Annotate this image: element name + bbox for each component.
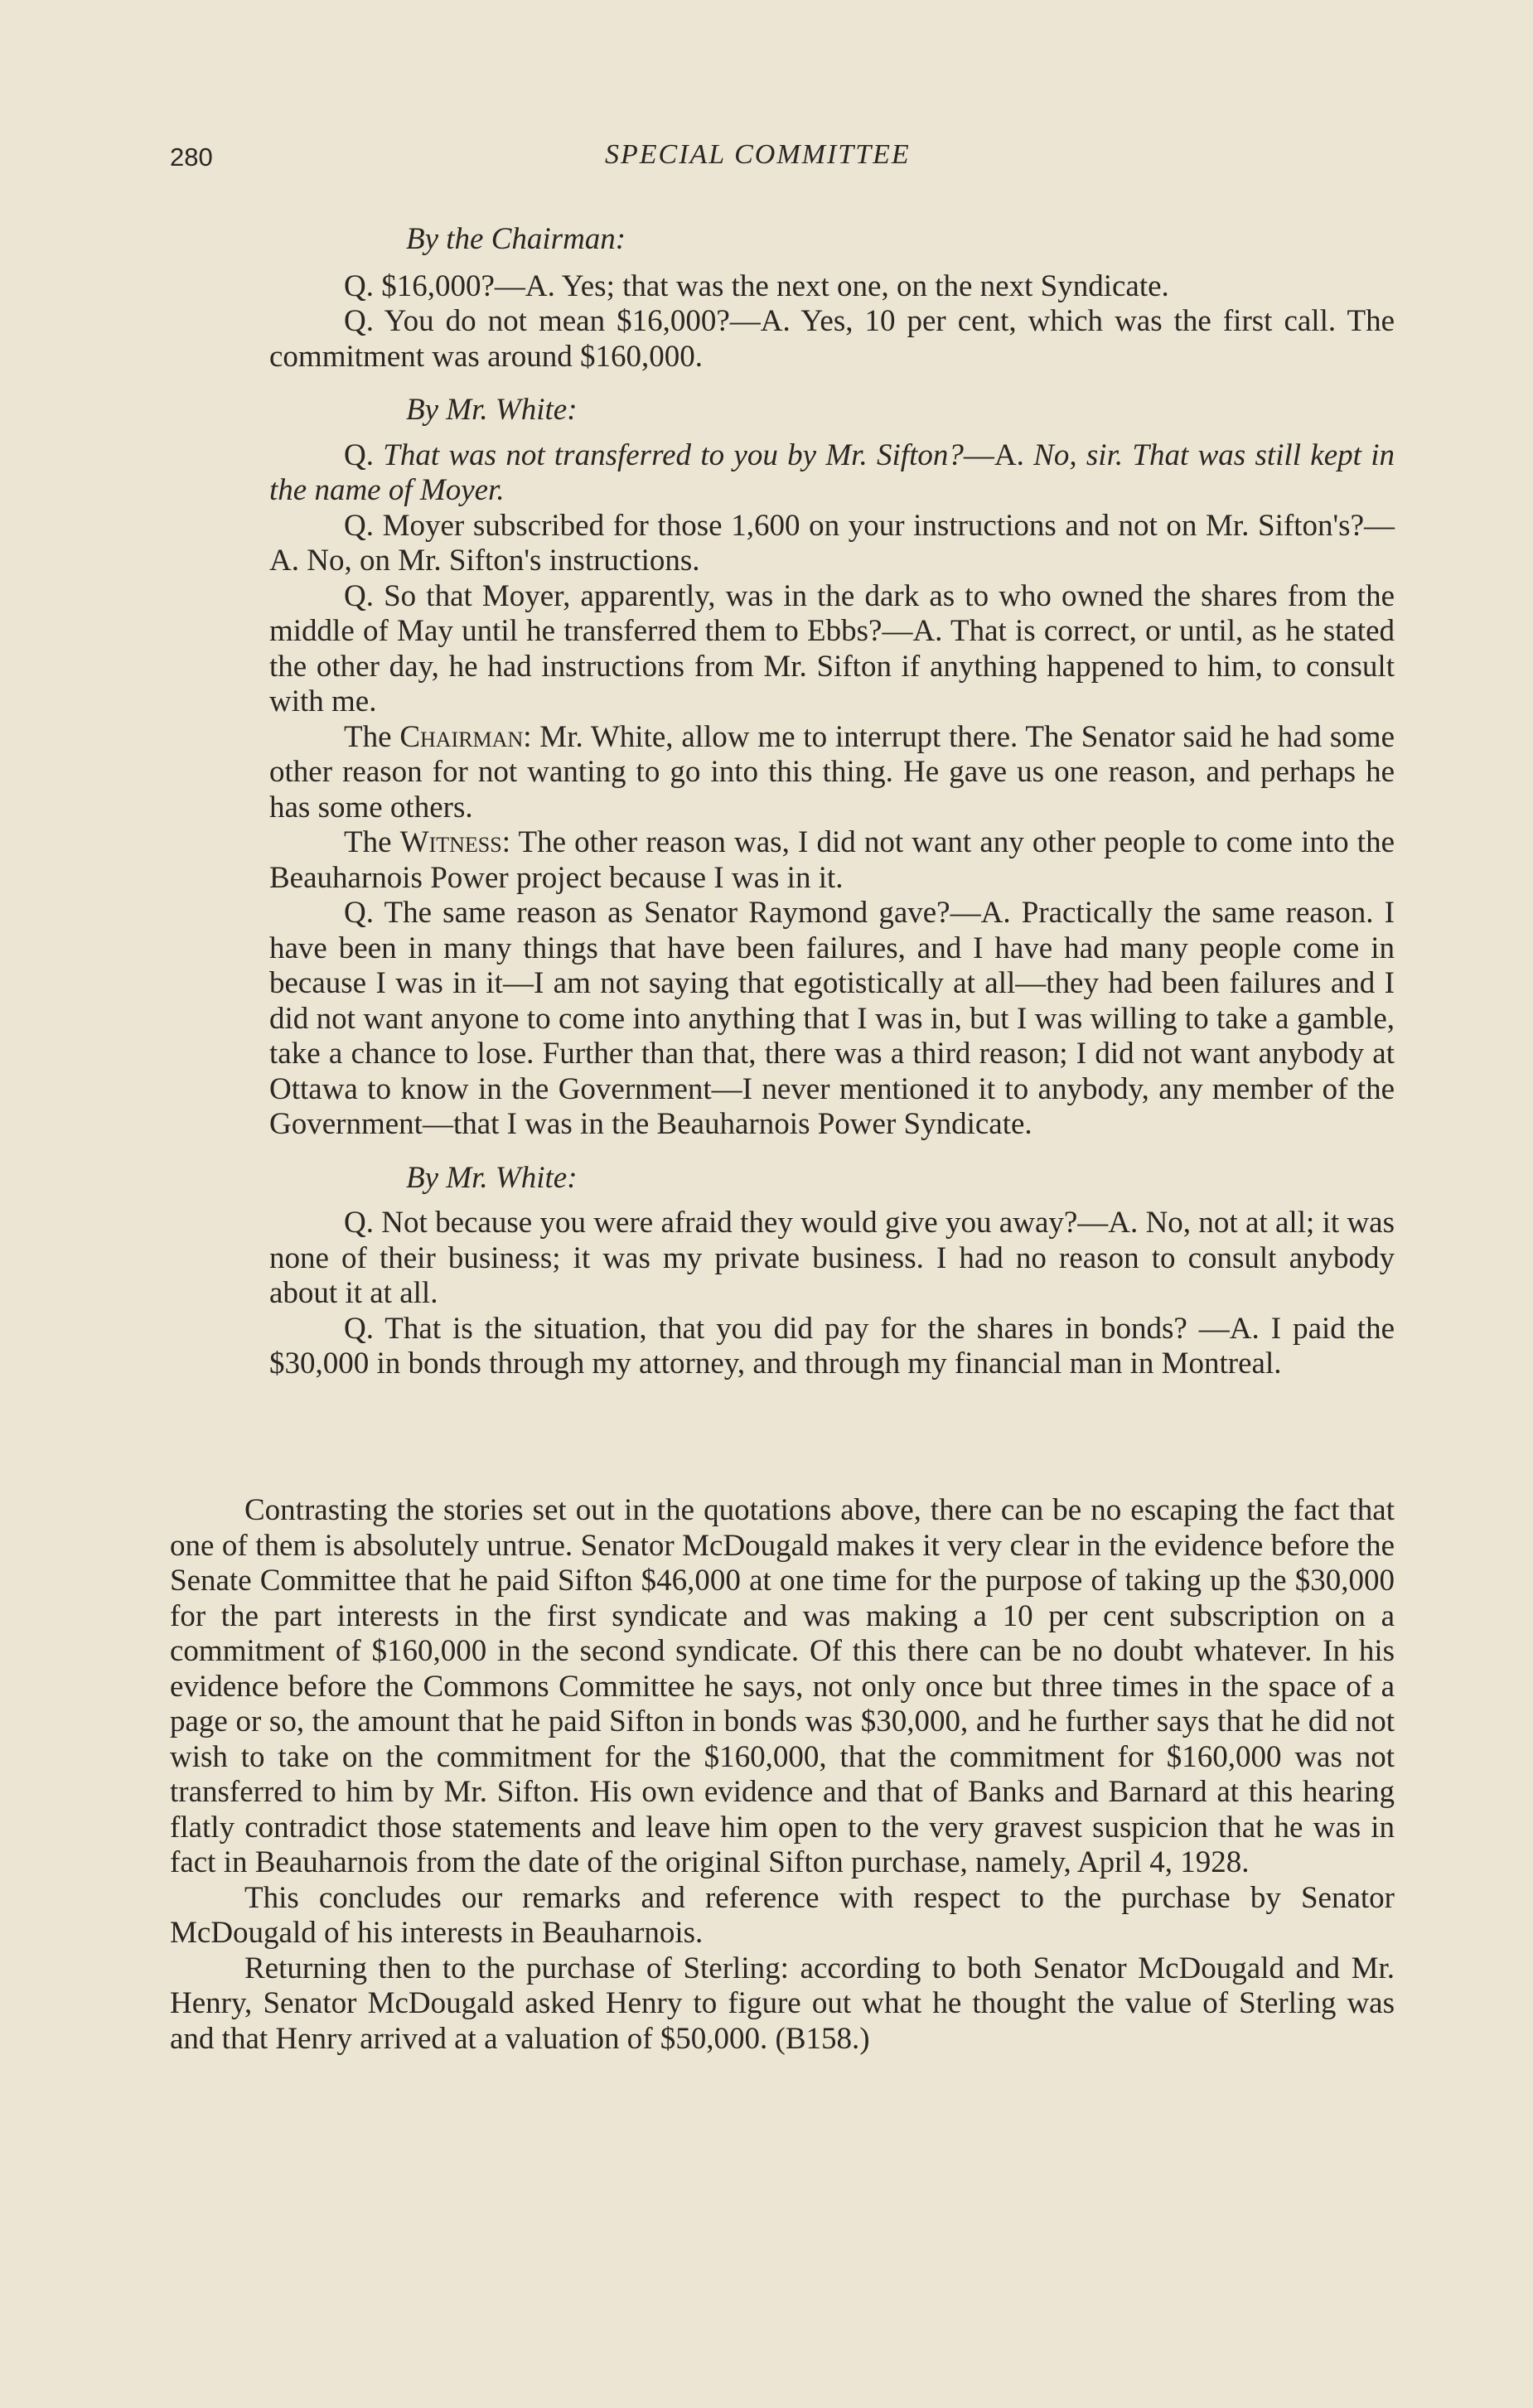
- question-7: Q. Not because you were afraid they would give you away?—A. No, not at all; it was none of their business; it was my private business. I had no reason to consult anybody about it at all.: [269, 1206, 1395, 1310]
- chairman-statement: [269, 720, 1395, 826]
- question-3-answer: No, sir. That was still kept in the name of Moyer.: [269, 438, 1395, 507]
- witness-lead: The: [344, 825, 400, 859]
- witness-speaker: Witness: [399, 825, 502, 859]
- testimony-quotation: [269, 222, 1395, 1382]
- chairman-lead: The: [344, 719, 400, 754]
- paragraph-conclusion: This concludes our remarks and reference with respect to the purchase by Senator McDougald of his interests in Beauharnois.: [170, 1880, 1395, 1950]
- commentary: [170, 1493, 1395, 2057]
- page-number: 280: [170, 143, 213, 172]
- section-heading-white-1: By Mr. White:: [406, 393, 578, 427]
- witness-statement: [269, 825, 1395, 896]
- question-8: Q. That is the situation, that you did pay for the shares in bonds? —A. I paid the $30,000 in bonds through my attorney, and through my financial man in Montreal.: [269, 1311, 1395, 1380]
- question-3-answer-dash: —A.: [963, 438, 1034, 472]
- section-heading-white-2: By Mr. White:: [406, 1160, 578, 1195]
- question-3-prefix: Q.: [344, 438, 384, 472]
- question-2: Q. You do not mean $16,000?—A. Yes, 10 per cent, which was the first call. The commitment was around $160,000.: [269, 304, 1395, 374]
- page-header: [0, 139, 1533, 189]
- question-3-italic: That was not transferred to you by Mr. Sifton?: [383, 438, 964, 472]
- chairman-speaker: Chairman: [399, 719, 524, 754]
- running-title: SPECIAL COMMITTEE: [605, 139, 911, 170]
- paragraph-contrasting: Contrasting the stories set out in the quotations above, there can be no escaping the fact that one of them is absolutely untrue. Senator McDougald makes it very clear in the evidence before the Senate Committee that he paid Sifton $46,000 at one time for the purpose of taking up the $30,000 for the part interests in the first syndicate and was making a 10 per cent subscription on a commitment of $160,000 in the second syndicate. Of this there can be no doubt whatever. In his evidence before the Commons Committee he says, not only once but three times in the space of a page or so, the amount that he paid Sifton in bonds was $30,000, and he further says that he did not wish to take on the commitment for the $160,000, that the commitment for $160,000 was not transferred to him by Mr. Sifton. His own evidence and that of Banks and Barnard at this hearing flatly contradict those statements and leave him open to the very gravest suspicion that he was in fact in Beauharnois from the date of the original Sifton purchase, namely, April 4, 1928.: [170, 1493, 1395, 1879]
- question-3: [269, 438, 1395, 509]
- question-1: Q. $16,000?—A. Yes; that was the next one, on the next Syndicate.: [344, 268, 1169, 303]
- section-heading-chairman: By the Chairman:: [406, 222, 626, 256]
- question-6: Q. The same reason as Senator Raymond gave?—A. Practically the same reason. I have been in many things that have been failures, and I have had many people come in because I was in it—I am not saying that egotistically at all—they had been failures and I did not want anyone to come into anything that I was in, but I was willing to take a gamble, take a chance to lose. Further than that, there was a third reason; I did not want anybody at Ottawa to know in the Government—I never mentioned it to anybody, any member of the Government—that I was in the Beauharnois Power Syndicate.: [269, 896, 1395, 1141]
- witness-text: : The other reason was, I did not want any other people to come into the Beauharnois Power project because I was in it.: [269, 825, 1395, 895]
- question-4: Q. Moyer subscribed for those 1,600 on your instructions and not on Mr. Sifton's?—A. No, on Mr. Sifton's instructions.: [269, 508, 1395, 578]
- question-5: Q. So that Moyer, apparently, was in the dark as to who owned the shares from the middle of May until he transferred them to Ebbs?—A. That is correct, or until, as he stated the other day, he had instructions from Mr. Sifton if anything happened to him, to consult with me.: [269, 578, 1395, 718]
- chairman-text: : Mr. White, allow me to interrupt there. The Senator said he had some other reason for not wanting to go into this thing. He gave us one reason, and perhaps he has some others.: [269, 719, 1395, 824]
- paragraph-sterling: Returning then to the purchase of Sterling: according to both Senator McDougald and Mr. Henry, Senator McDougald asked Henry to figure out what he thought the value of Sterling was and that Henry arrived at a valuation of $50,000. (B158.): [170, 1951, 1395, 2056]
